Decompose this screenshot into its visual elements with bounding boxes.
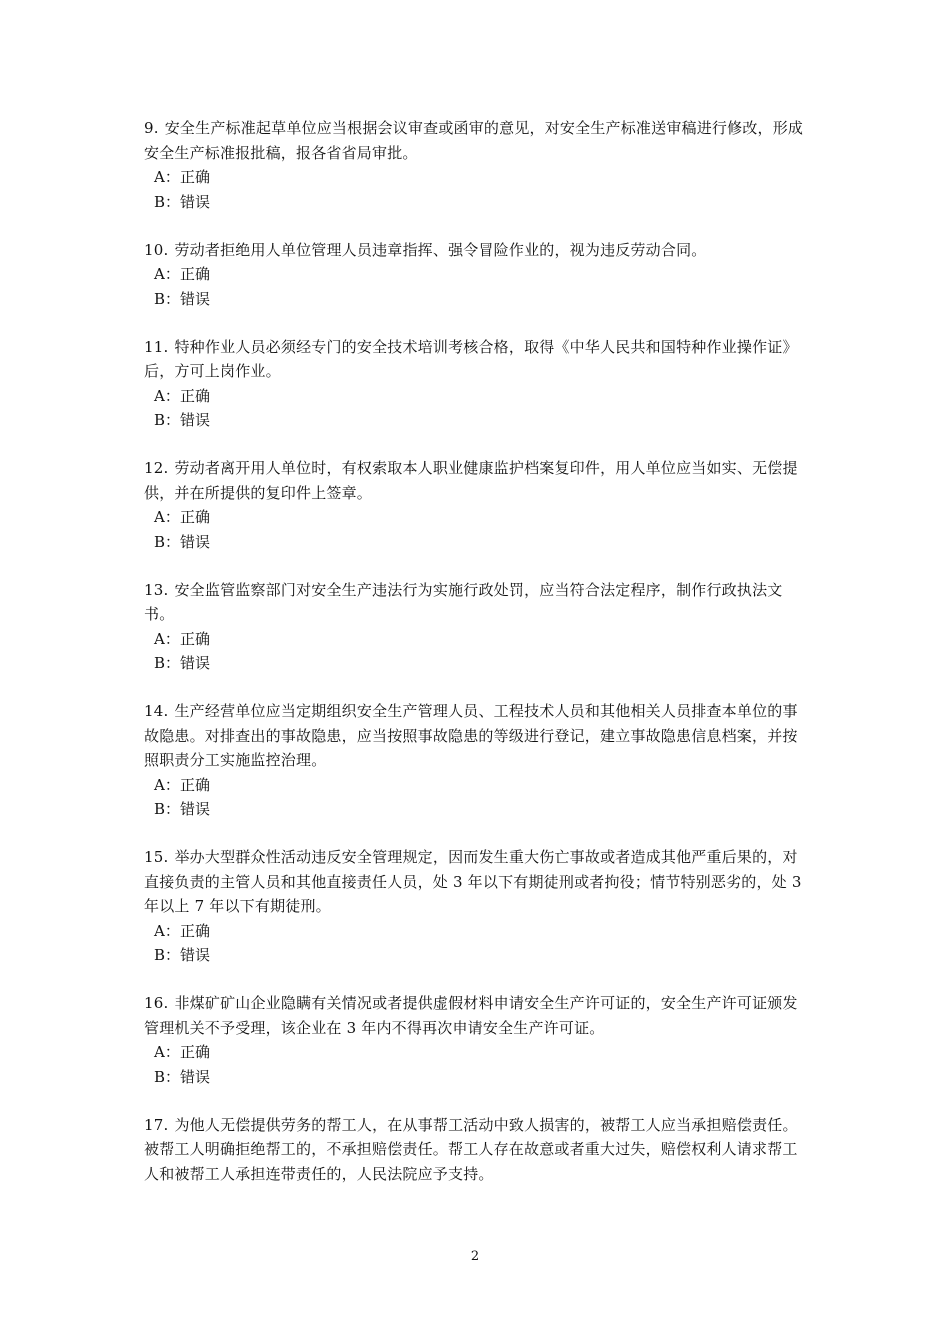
option-label: 正确: [180, 168, 211, 186]
question-body: 安全监管监察部门对安全生产违法行为实施行政处罚，应当符合法定程序，制作行政执法文书。: [144, 580, 783, 623]
question-number: 14.: [144, 702, 169, 720]
answer-option: [144, 190, 812, 215]
question-number: 12.: [144, 459, 169, 477]
question-text: [144, 456, 812, 505]
question-number: 16.: [144, 994, 169, 1012]
answer-option: [144, 797, 812, 822]
option-label: 正确: [180, 508, 211, 526]
question-text: [144, 991, 812, 1040]
page-number: 2: [470, 1249, 480, 1264]
option-label: 错误: [180, 411, 211, 429]
question-body: 举办大型群众性活动违反安全管理规定，因而发生重大伤亡事故或者造成其他严重后果的，对直接负责的主管人员和其他直接责任人员，处 3 年以下有期徒刑或者拘役；情节特别恶劣的，处 3 年以上 7 年以下有期徒刑。: [144, 848, 802, 915]
answer-option: [144, 165, 812, 190]
answer-option: [144, 773, 812, 798]
question-number: 17.: [144, 1115, 169, 1134]
option-label: 正确: [180, 386, 211, 405]
option-label: 正确: [180, 775, 211, 794]
option-key: B：: [154, 800, 181, 818]
question-item: [144, 335, 812, 433]
option-label: 错误: [180, 1067, 211, 1086]
answer-option: [144, 651, 812, 676]
question-text: [144, 1113, 812, 1187]
option-label: 错误: [180, 800, 211, 818]
answer-option: [144, 1040, 812, 1065]
question-number: 9.: [144, 119, 159, 137]
question-body: 劳动者离开用人单位时，有权索取本人职业健康监护档案复印件，用人单位应当如实、无偿提供，并在所提供的复印件上签章。: [144, 459, 798, 502]
option-key: A：: [154, 508, 180, 526]
question-text: [144, 578, 812, 627]
option-key: B：: [154, 289, 181, 308]
option-key: A：: [154, 775, 180, 794]
answer-option: [144, 384, 812, 409]
question-item: [144, 238, 812, 312]
option-label: 错误: [180, 654, 211, 672]
option-key: A：: [154, 1043, 180, 1061]
answer-option: [144, 1065, 812, 1090]
answer-option: [144, 287, 812, 312]
question-item: [144, 456, 812, 554]
question-body: 为他人无偿提供劳务的帮工人，在从事帮工活动中致人损害的，被帮工人应当承担赔偿责任。被帮工人明确拒绝帮工的，不承担赔偿责任。帮工人存在故意或者重大过失，赔偿权利人请求帮工人和被帮工人承担连带责任的，人民法院应予支持。: [144, 1115, 798, 1183]
question-text: [144, 845, 812, 919]
option-key: A：: [154, 386, 180, 405]
question-number: 15.: [144, 848, 169, 866]
option-label: 正确: [180, 265, 211, 283]
question-number: 11.: [144, 337, 169, 356]
option-label: 错误: [180, 192, 211, 211]
question-item: [144, 699, 812, 822]
option-label: 正确: [180, 921, 211, 940]
option-key: B：: [154, 192, 181, 211]
option-key: A：: [154, 168, 180, 186]
question-body: 劳动者拒绝用人单位管理人员违章指挥、强令冒险作业的，视为违反劳动合同。: [174, 240, 707, 259]
option-key: B：: [154, 1067, 181, 1086]
option-key: A：: [154, 629, 180, 648]
answer-option: [144, 530, 812, 555]
answer-option: [144, 408, 812, 433]
question-item: [144, 845, 812, 968]
question-body: 生产经营单位应当定期组织安全生产管理人员、工程技术人员和其他相关人员排查本单位的事故隐患。对排查出的事故隐患，应当按照事故隐患的等级进行登记，建立事故隐患信息档案，并按照职责分工实施监控治理。: [144, 702, 798, 769]
answer-option: [144, 505, 812, 530]
question-number: 10.: [144, 240, 169, 259]
question-item: [144, 116, 812, 214]
option-key: B：: [154, 654, 181, 672]
question-item: [144, 991, 812, 1089]
answer-option: [144, 262, 812, 287]
question-body: 安全生产标准起草单位应当根据会议审查或函审的意见，对安全生产标准送审稿进行修改，形成安全生产标准报批稿，报各省省局审批。: [144, 119, 804, 162]
option-key: A：: [154, 921, 180, 940]
question-item: [144, 1113, 812, 1187]
question-item: [144, 578, 812, 676]
option-key: B：: [154, 532, 181, 551]
question-number: 13.: [144, 580, 169, 599]
option-key: B：: [154, 946, 181, 964]
option-label: 错误: [180, 946, 211, 964]
answer-option: [144, 943, 812, 968]
question-body: 非煤矿矿山企业隐瞒有关情况或者提供虚假材料申请安全生产许可证的，安全生产许可证颁发管理机关不予受理，该企业在 3 年内不得再次申请安全生产许可证。: [144, 994, 798, 1037]
option-key: B：: [154, 411, 181, 429]
question-body: 特种作业人员必须经专门的安全技术培训考核合格，取得《中华人民共和国特种作业操作证》后，方可上岗作业。: [144, 337, 798, 380]
question-text: [144, 116, 812, 165]
option-label: 正确: [180, 1043, 211, 1061]
option-key: A：: [154, 265, 180, 283]
option-label: 错误: [180, 289, 211, 308]
question-list: [144, 116, 812, 1210]
answer-option: [144, 919, 812, 944]
question-text: [144, 699, 812, 773]
question-text: [144, 335, 812, 384]
option-label: 错误: [180, 532, 211, 551]
option-label: 正确: [180, 629, 211, 648]
question-text: [144, 238, 812, 263]
answer-option: [144, 627, 812, 652]
